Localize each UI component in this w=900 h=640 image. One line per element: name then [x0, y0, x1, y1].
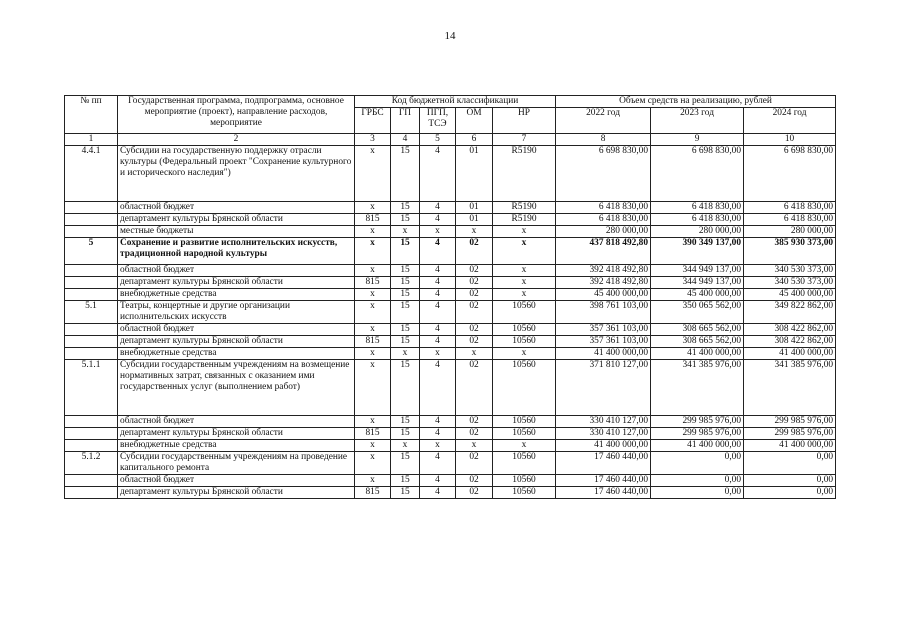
row-ppgp-cell: 4	[420, 336, 456, 348]
row-name-cell: Субсидии на государственную поддержку отрасли культуры (Федеральный проект "Сохранение культурного и исторического наследия")	[118, 146, 355, 202]
row-nr-cell: 10560	[493, 336, 556, 348]
row-2022-cell: 6 698 830,00	[556, 146, 651, 202]
row-2022-cell: 398 761 103,00	[556, 301, 651, 324]
row-2023-cell: 344 949 137,00	[651, 277, 744, 289]
index-cell: 2	[118, 134, 355, 146]
row-nr-cell: R5190	[493, 202, 556, 214]
table-row	[65, 226, 836, 238]
row-2024-cell: 385 930 373,00	[744, 238, 836, 265]
row-gp-cell: 15	[391, 475, 420, 487]
row-name-cell: областной бюджет	[118, 416, 355, 428]
row-om-cell: 02	[456, 324, 493, 336]
row-om-cell: 02	[456, 336, 493, 348]
header-om: ОМ	[456, 108, 493, 134]
row-num-cell: 5.1.2	[65, 452, 118, 475]
row-om-cell: 02	[456, 265, 493, 277]
row-2022-cell: 280 000,00	[556, 226, 651, 238]
table-body	[65, 146, 836, 499]
table-row	[65, 475, 836, 487]
row-gp-cell: х	[391, 348, 420, 360]
row-grbs-cell: 815	[355, 277, 391, 289]
row-ppgp-cell: х	[420, 440, 456, 452]
row-2023-cell: 41 400 000,00	[651, 440, 744, 452]
row-2023-cell: 308 665 562,00	[651, 324, 744, 336]
budget-table	[64, 95, 836, 499]
index-cell: 9	[651, 134, 744, 146]
row-num-cell	[65, 348, 118, 360]
row-2024-cell: 340 530 373,00	[744, 265, 836, 277]
row-grbs-cell: х	[355, 226, 391, 238]
row-name-cell: департамент культуры Брянской области	[118, 277, 355, 289]
row-ppgp-cell: 4	[420, 428, 456, 440]
row-gp-cell: 15	[391, 277, 420, 289]
row-nr-cell: 10560	[493, 360, 556, 416]
row-2024-cell: 0,00	[744, 452, 836, 475]
row-2022-cell: 6 418 830,00	[556, 214, 651, 226]
row-num-cell: 5.1.1	[65, 360, 118, 416]
table-row	[65, 324, 836, 336]
row-2023-cell: 350 065 562,00	[651, 301, 744, 324]
row-name-cell: департамент культуры Брянской области	[118, 214, 355, 226]
row-name-cell: Сохранение и развитие исполнительских искусств, традиционной народной культуры	[118, 238, 355, 265]
row-2024-cell: 280 000,00	[744, 226, 836, 238]
index-cell: 4	[391, 134, 420, 146]
row-grbs-cell: х	[355, 452, 391, 475]
row-ppgp-cell: 4	[420, 277, 456, 289]
header-nr: НР	[493, 108, 556, 134]
header-index-row	[65, 134, 836, 146]
header-grbs: ГРБС	[355, 108, 391, 134]
row-ppgp-cell: 4	[420, 324, 456, 336]
row-om-cell: 02	[456, 277, 493, 289]
row-gp-cell: х	[391, 440, 420, 452]
row-om-cell: 01	[456, 214, 493, 226]
row-ppgp-cell: 4	[420, 360, 456, 416]
index-cell: 6	[456, 134, 493, 146]
row-nr-cell: 10560	[493, 487, 556, 499]
header-2022: 2022 год	[556, 108, 651, 134]
row-2024-cell: 341 385 976,00	[744, 360, 836, 416]
row-grbs-cell: 815	[355, 336, 391, 348]
row-2023-cell: 308 665 562,00	[651, 336, 744, 348]
row-gp-cell: 15	[391, 452, 420, 475]
table-row	[65, 452, 836, 475]
row-2022-cell: 330 410 127,00	[556, 428, 651, 440]
row-2022-cell: 371 810 127,00	[556, 360, 651, 416]
table-row	[65, 289, 836, 301]
row-2023-cell: 341 385 976,00	[651, 360, 744, 416]
row-2024-cell: 45 400 000,00	[744, 289, 836, 301]
row-2023-cell: 41 400 000,00	[651, 348, 744, 360]
row-om-cell: 02	[456, 452, 493, 475]
row-om-cell: 02	[456, 238, 493, 265]
row-name-cell: областной бюджет	[118, 265, 355, 277]
row-gp-cell: 15	[391, 301, 420, 324]
table-row	[65, 238, 836, 265]
row-gp-cell: 15	[391, 428, 420, 440]
table-row	[65, 348, 836, 360]
row-ppgp-cell: х	[420, 226, 456, 238]
row-grbs-cell: х	[355, 202, 391, 214]
row-nr-cell: х	[493, 440, 556, 452]
row-nr-cell: 10560	[493, 452, 556, 475]
row-2023-cell: 344 949 137,00	[651, 265, 744, 277]
row-grbs-cell: х	[355, 360, 391, 416]
table-row	[65, 360, 836, 416]
row-om-cell: 02	[456, 301, 493, 324]
header-kbk: Код бюджетной классификации	[355, 96, 556, 108]
row-2022-cell: 357 361 103,00	[556, 324, 651, 336]
row-2022-cell: 17 460 440,00	[556, 475, 651, 487]
row-2024-cell: 0,00	[744, 487, 836, 499]
row-grbs-cell: х	[355, 265, 391, 277]
row-name-cell: внебюджетные средства	[118, 440, 355, 452]
header-2024: 2024 год	[744, 108, 836, 134]
row-nr-cell: R5190	[493, 146, 556, 202]
row-2022-cell: 392 418 492,80	[556, 265, 651, 277]
row-gp-cell: 15	[391, 336, 420, 348]
row-om-cell: 02	[456, 360, 493, 416]
row-ppgp-cell: 4	[420, 475, 456, 487]
row-name-cell: Субсидии государственным учреждениям на проведение капитального ремонта	[118, 452, 355, 475]
row-2023-cell: 6 418 830,00	[651, 202, 744, 214]
row-nr-cell: 10560	[493, 324, 556, 336]
row-gp-cell: 15	[391, 146, 420, 202]
row-om-cell: х	[456, 348, 493, 360]
row-2023-cell: 0,00	[651, 487, 744, 499]
row-om-cell: 02	[456, 487, 493, 499]
row-grbs-cell: х	[355, 416, 391, 428]
row-name-cell: внебюджетные средства	[118, 289, 355, 301]
row-2022-cell: 17 460 440,00	[556, 452, 651, 475]
table-row	[65, 336, 836, 348]
row-om-cell: 02	[456, 475, 493, 487]
row-grbs-cell: х	[355, 238, 391, 265]
row-ppgp-cell: 4	[420, 214, 456, 226]
index-cell: 3	[355, 134, 391, 146]
row-num-cell: 4.4.1	[65, 146, 118, 202]
row-name-cell: областной бюджет	[118, 324, 355, 336]
row-2023-cell: 45 400 000,00	[651, 289, 744, 301]
row-nr-cell: х	[493, 289, 556, 301]
row-om-cell: 01	[456, 202, 493, 214]
row-om-cell: 02	[456, 289, 493, 301]
row-gp-cell: 15	[391, 324, 420, 336]
row-ppgp-cell: 4	[420, 238, 456, 265]
table-row	[65, 265, 836, 277]
row-nr-cell: х	[493, 226, 556, 238]
table-row	[65, 428, 836, 440]
row-2024-cell: 308 422 862,00	[744, 336, 836, 348]
row-nr-cell: R5190	[493, 214, 556, 226]
row-2023-cell: 0,00	[651, 475, 744, 487]
row-om-cell: 01	[456, 146, 493, 202]
row-name-cell: департамент культуры Брянской области	[118, 428, 355, 440]
row-num-cell	[65, 202, 118, 214]
table-row	[65, 301, 836, 324]
row-grbs-cell: х	[355, 301, 391, 324]
table-row	[65, 277, 836, 289]
row-name-cell: департамент культуры Брянской области	[118, 487, 355, 499]
row-ppgp-cell: 4	[420, 301, 456, 324]
header-name: Государственная программа, подпрограмма, основное мероприятие (проект), направление расходов, мероприятие	[118, 96, 355, 134]
header-2023: 2023 год	[651, 108, 744, 134]
row-2024-cell: 0,00	[744, 475, 836, 487]
row-2024-cell: 340 530 373,00	[744, 277, 836, 289]
header-gp: ГП	[391, 108, 420, 134]
header-row-1	[65, 96, 836, 108]
row-2024-cell: 41 400 000,00	[744, 348, 836, 360]
row-grbs-cell: 815	[355, 214, 391, 226]
row-2024-cell: 6 418 830,00	[744, 202, 836, 214]
row-ppgp-cell: 4	[420, 289, 456, 301]
row-grbs-cell: х	[355, 289, 391, 301]
index-cell: 8	[556, 134, 651, 146]
row-om-cell: х	[456, 440, 493, 452]
row-2024-cell: 299 985 976,00	[744, 416, 836, 428]
table-row	[65, 440, 836, 452]
row-2024-cell: 6 698 830,00	[744, 146, 836, 202]
row-2022-cell: 330 410 127,00	[556, 416, 651, 428]
row-2023-cell: 280 000,00	[651, 226, 744, 238]
row-2023-cell: 299 985 976,00	[651, 416, 744, 428]
row-nr-cell: 10560	[493, 475, 556, 487]
row-ppgp-cell: 4	[420, 146, 456, 202]
index-cell: 1	[65, 134, 118, 146]
row-2024-cell: 6 418 830,00	[744, 214, 836, 226]
index-cell: 10	[744, 134, 836, 146]
row-num-cell	[65, 324, 118, 336]
row-nr-cell: 10560	[493, 428, 556, 440]
row-ppgp-cell: х	[420, 348, 456, 360]
row-grbs-cell: х	[355, 475, 391, 487]
row-name-cell: областной бюджет	[118, 475, 355, 487]
row-om-cell: 02	[456, 416, 493, 428]
index-cell: 5	[420, 134, 456, 146]
header-volume: Объем средств на реализацию, рублей	[556, 96, 836, 108]
row-grbs-cell: х	[355, 324, 391, 336]
row-name-cell: департамент культуры Брянской области	[118, 336, 355, 348]
table-row	[65, 416, 836, 428]
page-number: 14	[444, 30, 456, 42]
row-2024-cell: 41 400 000,00	[744, 440, 836, 452]
index-cell: 7	[493, 134, 556, 146]
row-2022-cell: 437 818 492,80	[556, 238, 651, 265]
table-row	[65, 487, 836, 499]
row-name-cell: Субсидии государственным учреждениям на возмещение нормативных затрат, связанных с оказанием ими государственных услуг (выполнением работ)	[118, 360, 355, 416]
row-grbs-cell: х	[355, 348, 391, 360]
row-ppgp-cell: 4	[420, 265, 456, 277]
row-gp-cell: 15	[391, 265, 420, 277]
row-2023-cell: 390 349 137,00	[651, 238, 744, 265]
row-2022-cell: 392 418 492,80	[556, 277, 651, 289]
row-num-cell	[65, 416, 118, 428]
row-num-cell: 5	[65, 238, 118, 265]
row-ppgp-cell: 4	[420, 487, 456, 499]
row-num-cell	[65, 487, 118, 499]
row-name-cell: Театры, концертные и другие организации исполнительских искусств	[118, 301, 355, 324]
row-gp-cell: 15	[391, 202, 420, 214]
row-nr-cell: х	[493, 277, 556, 289]
row-num-cell: 5.1	[65, 301, 118, 324]
row-2022-cell: 41 400 000,00	[556, 348, 651, 360]
row-nr-cell: 10560	[493, 416, 556, 428]
row-grbs-cell: 815	[355, 487, 391, 499]
row-grbs-cell: х	[355, 146, 391, 202]
row-gp-cell: 15	[391, 487, 420, 499]
row-num-cell	[65, 428, 118, 440]
row-ppgp-cell: 4	[420, 416, 456, 428]
row-gp-cell: х	[391, 226, 420, 238]
row-2024-cell: 349 822 862,00	[744, 301, 836, 324]
row-gp-cell: 15	[391, 360, 420, 416]
row-grbs-cell: х	[355, 440, 391, 452]
row-num-cell	[65, 265, 118, 277]
row-nr-cell: х	[493, 265, 556, 277]
row-2022-cell: 357 361 103,00	[556, 336, 651, 348]
row-gp-cell: 15	[391, 416, 420, 428]
row-nr-cell: х	[493, 348, 556, 360]
row-num-cell	[65, 336, 118, 348]
row-gp-cell: 15	[391, 214, 420, 226]
row-2023-cell: 0,00	[651, 452, 744, 475]
row-2023-cell: 6 698 830,00	[651, 146, 744, 202]
row-num-cell	[65, 226, 118, 238]
table-row	[65, 214, 836, 226]
header-ppgp: ПГП, ТСЭ	[420, 108, 456, 134]
row-ppgp-cell: 4	[420, 452, 456, 475]
row-nr-cell: х	[493, 238, 556, 265]
row-ppgp-cell: 4	[420, 202, 456, 214]
row-num-cell	[65, 475, 118, 487]
row-2024-cell: 299 985 976,00	[744, 428, 836, 440]
row-name-cell: местные бюджеты	[118, 226, 355, 238]
row-grbs-cell: 815	[355, 428, 391, 440]
row-om-cell: х	[456, 226, 493, 238]
row-2022-cell: 17 460 440,00	[556, 487, 651, 499]
row-2022-cell: 41 400 000,00	[556, 440, 651, 452]
row-2022-cell: 6 418 830,00	[556, 202, 651, 214]
row-om-cell: 02	[456, 428, 493, 440]
row-2022-cell: 45 400 000,00	[556, 289, 651, 301]
row-nr-cell: 10560	[493, 301, 556, 324]
row-name-cell: внебюджетные средства	[118, 348, 355, 360]
row-gp-cell: 15	[391, 289, 420, 301]
row-num-cell	[65, 277, 118, 289]
table-row	[65, 146, 836, 202]
header-num: № пп	[65, 96, 118, 134]
row-2024-cell: 308 422 862,00	[744, 324, 836, 336]
row-gp-cell: 15	[391, 238, 420, 265]
table-row	[65, 202, 836, 214]
row-2023-cell: 299 985 976,00	[651, 428, 744, 440]
row-num-cell	[65, 440, 118, 452]
row-num-cell	[65, 214, 118, 226]
row-num-cell	[65, 289, 118, 301]
row-2023-cell: 6 418 830,00	[651, 214, 744, 226]
row-name-cell: областной бюджет	[118, 202, 355, 214]
